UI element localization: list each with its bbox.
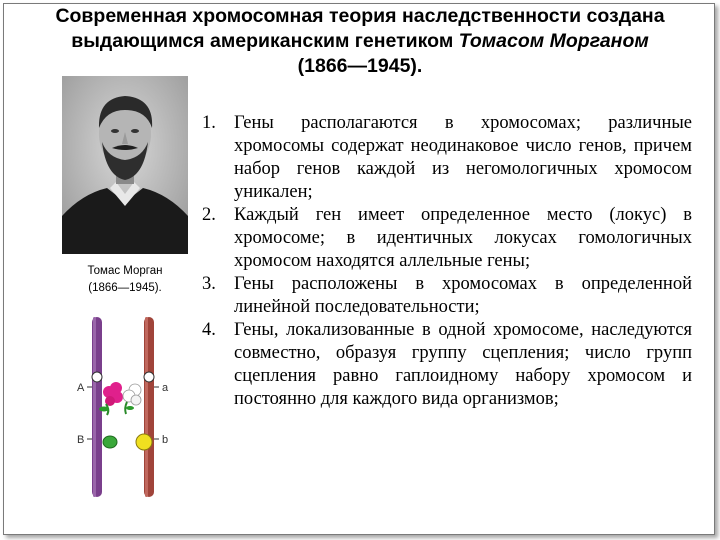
locus-A-marker xyxy=(92,372,102,382)
portrait-caption-name: Томас Морган xyxy=(87,265,163,277)
portrait-caption xyxy=(50,263,200,297)
list-item-text: Гены, локализованные в одной хромосоме, наследуются совместно, образуя группу сцепления; число групп сцепления равно гаплоидному набору хромосом и постоянно для каждого вида организмов; xyxy=(234,320,692,409)
label-b: b xyxy=(162,434,169,446)
title-line-2-prefix: выдающимся американским генетиком xyxy=(71,30,459,52)
theory-points-list xyxy=(196,112,692,411)
slide-title xyxy=(0,4,720,79)
list-item xyxy=(196,273,692,319)
right-chromosome xyxy=(144,317,154,497)
title-line-1: Современная хромосомная теория наследственности создана xyxy=(55,5,665,27)
locus-a-marker xyxy=(144,372,154,382)
list-item-number: 3. xyxy=(202,274,216,294)
list-item-number: 4. xyxy=(202,320,216,340)
purple-flower-icon xyxy=(99,382,123,415)
list-item-number: 2. xyxy=(202,205,216,225)
label-a: a xyxy=(162,382,169,394)
list-item xyxy=(196,204,692,273)
left-chromosome xyxy=(92,317,102,497)
list-item xyxy=(196,319,692,411)
white-flower-icon xyxy=(123,384,141,414)
title-name: Томасом Морганом xyxy=(458,30,649,52)
yellow-seed-icon xyxy=(136,434,152,450)
title-line-3: (1866—1945). xyxy=(297,55,423,77)
list-item-text: Гены расположены в хромосомах в определенной линейной последовательности; xyxy=(234,274,692,317)
list-item-text: Гены располагаются в хромосомах; различные хромосомы содержат неодинаковое число генов, причем набор генов каждой из негомологичных хромосом уникален; xyxy=(234,113,692,202)
list-item-number: 1. xyxy=(202,113,216,133)
label-A: A xyxy=(77,382,85,394)
title-line-2 xyxy=(0,29,720,54)
list-item-text: Каждый ген имеет определенное место (локус) в хромосоме; в идентичных локусах гомологичных хромосом находятся аллельные гены; xyxy=(234,205,692,271)
portrait-caption-years: (1866—1945). xyxy=(88,282,162,294)
chromosome-diagram xyxy=(60,312,200,497)
portrait-photo xyxy=(62,76,188,254)
label-B: B xyxy=(77,434,85,446)
list-item xyxy=(196,112,692,204)
green-seed-icon xyxy=(103,436,117,448)
